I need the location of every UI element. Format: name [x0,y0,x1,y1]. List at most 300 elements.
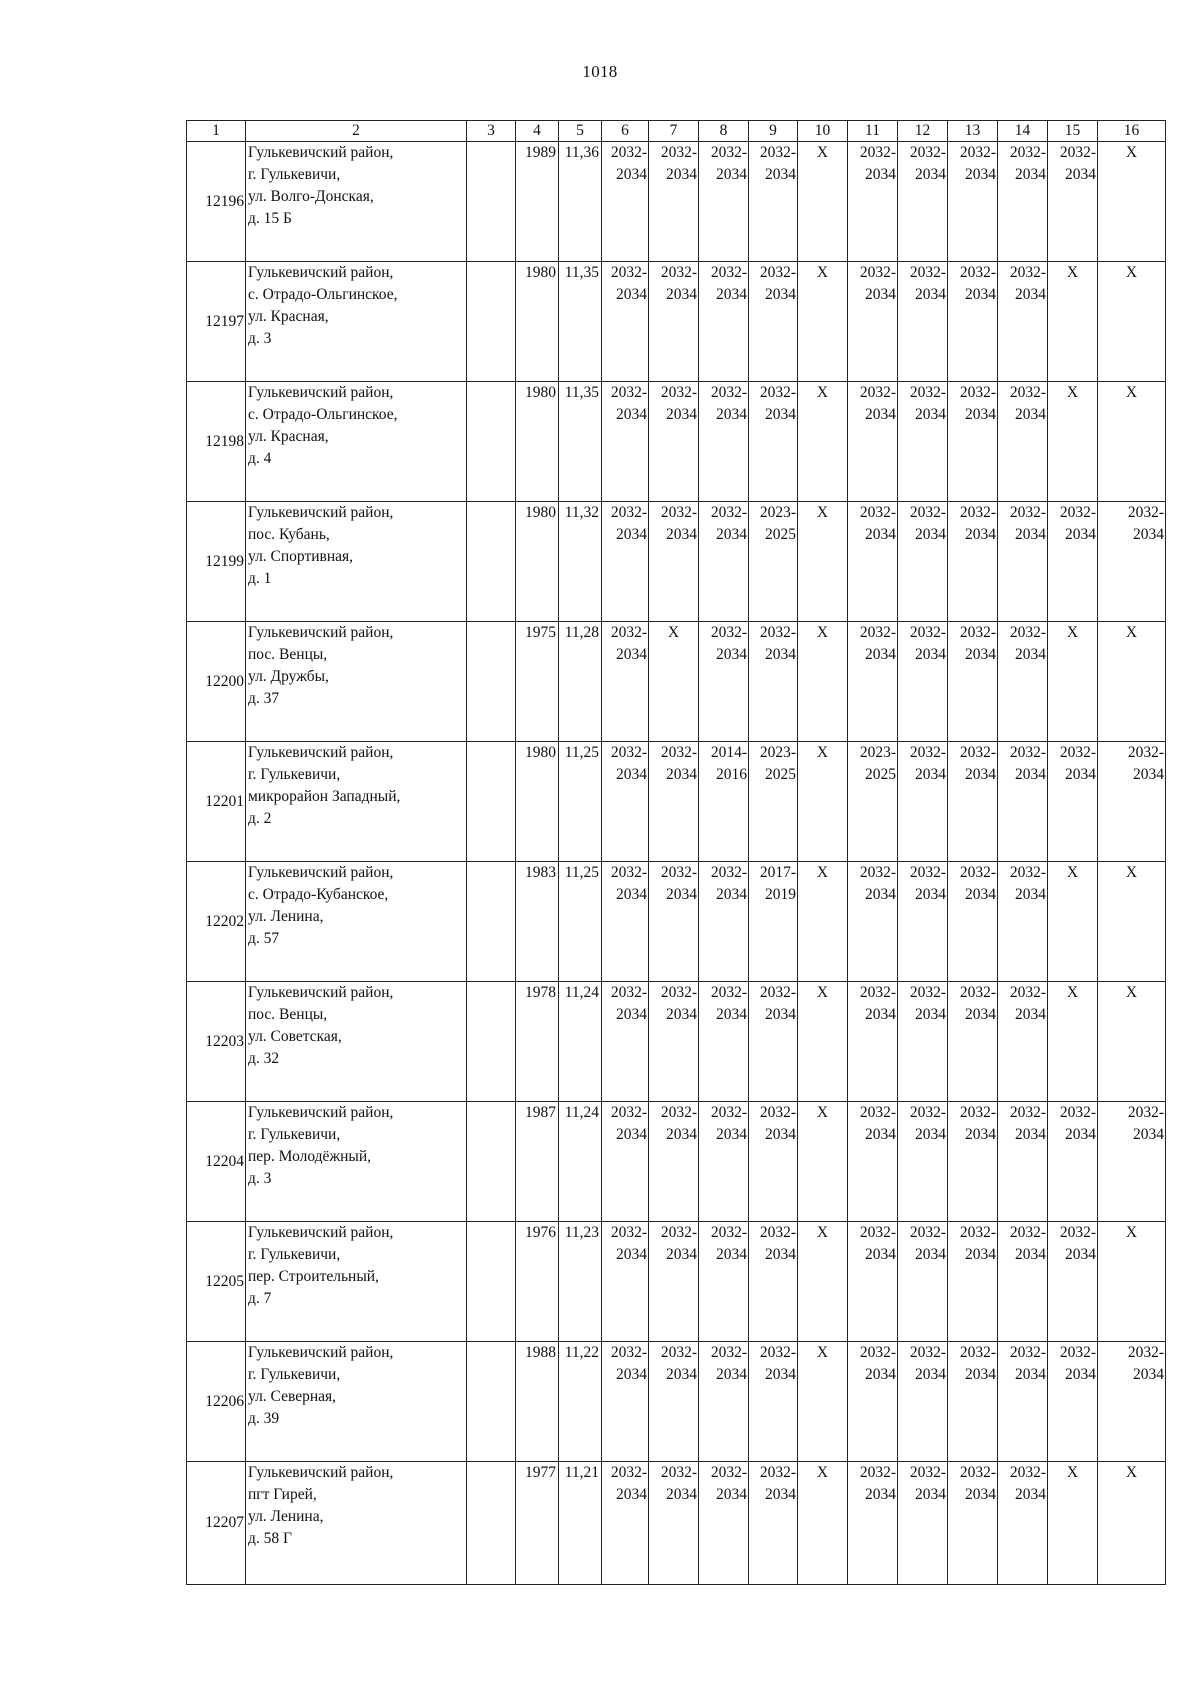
period-cell [898,142,948,262]
address-line: с. Отрадо-Ольгинское, [248,406,398,423]
period-line: 2032- [1009,504,1046,521]
period-cell [749,622,798,742]
address-line: пос. Кубань, [248,526,330,543]
period-line: 2032- [859,864,896,881]
row-number-cell: 12199 [187,502,246,622]
address-line: пгт Гирей, [248,1486,317,1503]
address-line: г. Гулькевичи, [248,1246,341,1263]
x-mark-cell: X [649,622,699,742]
period-line: 2032- [759,624,796,641]
period-line: 2032- [1059,1224,1096,1241]
period-cell [649,1102,699,1222]
period-cell [649,262,699,382]
period-cell [699,862,749,982]
x-mark-cell: X [1048,982,1098,1102]
period-line: 2034 [1015,1006,1046,1023]
period-line: 2034 [915,1246,946,1263]
period-line: 2034 [1015,766,1046,783]
period-line: 2032- [859,1224,896,1241]
period-line: 2034 [716,1366,747,1383]
year-cell: 1989 [516,142,559,262]
period-line: 2034 [716,166,747,183]
period-line: 2032- [909,504,946,521]
period-line: 2032- [1009,264,1046,281]
period-line: 2032- [1127,744,1164,761]
x-mark-cell: X [798,142,848,262]
period-cell [998,742,1048,862]
period-line: 2032- [710,384,747,401]
period-line: 2034 [616,766,647,783]
value-cell: 11,21 [559,1462,602,1585]
period-line: 2034 [915,1006,946,1023]
period-line: 2032- [859,1344,896,1361]
period-cell [1048,742,1098,862]
column-header: 3 [467,121,516,142]
x-mark-cell: X [798,742,848,862]
period-line: 2034 [965,886,996,903]
period-line: 2034 [666,1246,697,1263]
value-cell: 11,25 [559,742,602,862]
period-cell [998,502,1048,622]
page-number: 1018 [582,62,618,81]
period-cell [602,622,649,742]
column-3-cell [467,382,516,502]
period-line: 2032- [1059,504,1096,521]
period-line: 2034 [765,166,796,183]
period-line: 2034 [915,526,946,543]
x-mark-cell: X [798,622,848,742]
period-line: 2025 [765,766,796,783]
row-number-cell: 12204 [187,1102,246,1222]
year-cell: 1987 [516,1102,559,1222]
period-cell [898,382,948,502]
period-cell [848,1342,898,1462]
period-line: 2034 [865,1246,896,1263]
column-header: 6 [602,121,649,142]
address-cell [246,502,467,622]
period-line: 2032- [1127,504,1164,521]
column-header: 4 [516,121,559,142]
period-line: 2032- [909,744,946,761]
period-cell [948,262,998,382]
period-line: 2034 [865,406,896,423]
period-cell [699,742,749,862]
period-line: 2034 [865,526,896,543]
period-line: 2034 [1015,1126,1046,1143]
period-line: 2032- [660,144,697,161]
period-line: 2032- [710,624,747,641]
address-line: г. Гулькевичи, [248,166,341,183]
address-line: ул. Волго-Донская, [248,188,374,205]
period-line: 2034 [765,646,796,663]
period-line: 2034 [616,1126,647,1143]
period-line: 2034 [616,1366,647,1383]
period-line: 2032- [1009,1104,1046,1121]
address-line: Гулькевичский район, [248,624,394,641]
period-line: 2032- [959,1344,996,1361]
period-line: 2034 [765,286,796,303]
value-cell: 11,35 [559,262,602,382]
period-line: 2032- [909,264,946,281]
column-3-cell [467,1342,516,1462]
column-3-cell [467,862,516,982]
period-line: 2032- [610,1344,647,1361]
table-row [187,382,1166,502]
period-line: 2034 [915,646,946,663]
period-cell [649,862,699,982]
address-line: ул. Спортивная, [248,548,354,565]
period-line: 2034 [616,1486,647,1503]
address-line: д. 32 [248,1050,280,1067]
period-line: 2032- [959,624,996,641]
period-cell [948,982,998,1102]
address-line: д. 7 [248,1290,272,1307]
period-cell [898,1342,948,1462]
period-line: 2023- [759,504,796,521]
period-line: 2032- [610,984,647,1001]
address-line: Гулькевичский район, [248,264,394,281]
address-cell [246,1462,467,1585]
row-number-cell: 12203 [187,982,246,1102]
period-line: 2032- [909,1464,946,1481]
address-line: д. 58 Г [248,1530,292,1547]
period-line: 2034 [1065,766,1096,783]
period-line: 2034 [616,166,647,183]
period-line: 2034 [616,286,647,303]
table-row [187,1462,1166,1585]
period-cell [898,622,948,742]
period-line: 2034 [1015,1486,1046,1503]
period-line: 2019 [765,886,796,903]
period-line: 2034 [915,766,946,783]
period-cell [602,1102,649,1222]
period-cell [1048,1342,1098,1462]
period-line: 2034 [666,886,697,903]
period-cell [699,1222,749,1342]
period-line: 2034 [1015,1246,1046,1263]
x-mark-cell: X [1098,982,1166,1102]
address-cell [246,622,467,742]
address-line: Гулькевичский район, [248,144,394,161]
period-line: 2034 [616,886,647,903]
table-row [187,622,1166,742]
table-row [187,862,1166,982]
period-line: 2034 [965,1486,996,1503]
address-line: д. 3 [248,330,272,347]
period-cell [998,1222,1048,1342]
period-line: 2034 [716,886,747,903]
period-line: 2032- [909,1344,946,1361]
address-line: пос. Венцы, [248,646,328,663]
period-line: 2032- [610,264,647,281]
column-header: 1 [187,121,246,142]
value-cell: 11,32 [559,502,602,622]
period-cell [898,742,948,862]
address-line: ул. Ленина, [248,908,324,925]
period-cell [602,262,649,382]
period-line: 2034 [1015,166,1046,183]
value-cell: 11,24 [559,982,602,1102]
period-line: 2034 [1133,526,1164,543]
period-line: 2032- [759,1224,796,1241]
period-line: 2034 [865,1486,896,1503]
period-line: 2032- [1009,624,1046,641]
period-line: 2032- [859,624,896,641]
period-cell [848,742,898,862]
period-line: 2032- [909,624,946,641]
period-line: 2034 [1015,646,1046,663]
period-line: 2032- [859,264,896,281]
address-line: микрорайон Западный, [248,788,401,805]
x-mark-cell: X [798,262,848,382]
year-cell: 1980 [516,382,559,502]
column-3-cell [467,502,516,622]
period-cell [749,382,798,502]
period-line: 2034 [1015,406,1046,423]
column-header: 9 [749,121,798,142]
period-line: 2032- [610,1104,647,1121]
x-mark-cell: X [1098,1462,1166,1585]
address-line: д. 57 [248,930,280,947]
address-line: ул. Красная, [248,428,329,445]
column-3-cell [467,742,516,862]
period-line: 2032- [610,1224,647,1241]
value-cell: 11,28 [559,622,602,742]
period-line: 2032- [710,1224,747,1241]
value-cell: 11,22 [559,1342,602,1462]
period-line: 2032- [660,504,697,521]
period-line: 2032- [909,384,946,401]
period-line: 2032- [1059,744,1096,761]
address-line: г. Гулькевичи, [248,1366,341,1383]
period-cell [749,142,798,262]
period-line: 2034 [616,1246,647,1263]
value-cell: 11,35 [559,382,602,502]
x-mark-cell: X [1098,382,1166,502]
address-line: с. Отрадо-Ольгинское, [248,286,398,303]
period-line: 2023- [759,744,796,761]
period-line: 2034 [616,646,647,663]
period-cell [948,382,998,502]
period-line: 2034 [1015,286,1046,303]
period-line: 2025 [865,766,896,783]
period-line: 2034 [1065,1366,1096,1383]
period-line: 2032- [610,744,647,761]
period-line: 2032- [959,144,996,161]
period-cell [998,982,1048,1102]
period-cell [649,142,699,262]
period-line: 2034 [1133,1126,1164,1143]
row-number-cell: 12197 [187,262,246,382]
period-line: 2032- [660,384,697,401]
period-line: 2034 [716,406,747,423]
period-cell [948,502,998,622]
period-cell [749,1102,798,1222]
x-mark-cell: X [1048,1462,1098,1585]
year-cell: 1978 [516,982,559,1102]
period-cell [848,862,898,982]
address-cell [246,382,467,502]
period-line: 2034 [915,286,946,303]
period-cell [1048,502,1098,622]
period-cell [1048,1222,1098,1342]
period-cell [998,142,1048,262]
x-mark-cell: X [1098,262,1166,382]
address-line: д. 37 [248,690,280,707]
period-line: 2032- [710,984,747,1001]
period-line: 2032- [660,1344,697,1361]
period-cell [749,502,798,622]
address-cell [246,1222,467,1342]
column-header: 8 [699,121,749,142]
period-line: 2032- [959,984,996,1001]
period-line: 2034 [1133,766,1164,783]
period-cell [998,382,1048,502]
period-line: 2034 [1065,1126,1096,1143]
x-mark-cell: X [798,982,848,1102]
period-line: 2032- [959,1464,996,1481]
period-cell [649,382,699,502]
period-line: 2034 [1015,526,1046,543]
period-cell [848,382,898,502]
period-line: 2032- [859,504,896,521]
period-line: 2032- [610,144,647,161]
column-3-cell [467,1462,516,1585]
period-line: 2014- [710,744,747,761]
period-cell [948,1462,998,1585]
period-cell [998,1342,1048,1462]
address-line: д. 2 [248,810,272,827]
address-line: Гулькевичский район, [248,1224,394,1241]
period-cell [998,622,1048,742]
period-line: 2032- [660,744,697,761]
period-line: 2032- [1009,984,1046,1001]
period-line: 2032- [710,1344,747,1361]
period-line: 2034 [1065,526,1096,543]
period-line: 2034 [865,886,896,903]
period-cell [898,1222,948,1342]
period-cell [998,1102,1048,1222]
address-line: пер. Строительный, [248,1268,379,1285]
period-line: 2032- [959,384,996,401]
column-3-cell [467,1222,516,1342]
period-line: 2032- [1009,1224,1046,1241]
period-cell [848,1462,898,1585]
address-cell [246,262,467,382]
value-cell: 11,25 [559,862,602,982]
x-mark-cell: X [1048,862,1098,982]
period-line: 2034 [915,1366,946,1383]
period-line: 2034 [865,646,896,663]
address-line: с. Отрадо-Кубанское, [248,886,389,903]
x-mark-cell: X [1098,142,1166,262]
period-cell [898,862,948,982]
period-cell [602,1342,649,1462]
period-cell [699,1342,749,1462]
period-line: 2032- [610,1464,647,1481]
period-line: 2032- [710,1104,747,1121]
table-row [187,502,1166,622]
period-cell [948,622,998,742]
address-line: Гулькевичский район, [248,1344,394,1361]
address-line: ул. Советская, [248,1028,342,1045]
period-line: 2032- [1127,1104,1164,1121]
period-line: 2034 [666,1486,697,1503]
x-mark-cell: X [1098,862,1166,982]
period-line: 2032- [1009,1464,1046,1481]
period-line: 2034 [965,526,996,543]
period-line: 2034 [915,886,946,903]
period-cell [898,262,948,382]
period-line: 2034 [716,1126,747,1143]
period-cell [948,1222,998,1342]
x-mark-cell: X [1048,622,1098,742]
period-line: 2034 [666,166,697,183]
address-line: Гулькевичский район, [248,384,394,401]
period-line: 2034 [666,1126,697,1143]
address-line: ул. Красная, [248,308,329,325]
period-line: 2032- [1009,864,1046,881]
year-cell: 1976 [516,1222,559,1342]
period-line: 2034 [915,166,946,183]
address-line: Гулькевичский район, [248,744,394,761]
period-line: 2034 [765,406,796,423]
period-cell [699,382,749,502]
year-cell: 1980 [516,262,559,382]
period-line: 2034 [965,286,996,303]
period-line: 2034 [616,526,647,543]
column-3-cell [467,1102,516,1222]
x-mark-cell: X [798,1462,848,1585]
period-cell [998,262,1048,382]
period-cell [1098,502,1166,622]
period-line: 2032- [1009,744,1046,761]
period-line: 2032- [1009,384,1046,401]
period-line: 2032- [909,1224,946,1241]
register-table [186,120,1166,1585]
column-3-cell [467,982,516,1102]
period-cell [749,742,798,862]
period-line: 2032- [1059,1104,1096,1121]
address-line: д. 39 [248,1410,280,1427]
period-cell [699,142,749,262]
row-number-cell: 12196 [187,142,246,262]
x-mark-cell: X [1098,1222,1166,1342]
period-cell [649,1462,699,1585]
column-header: 12 [898,121,948,142]
period-line: 2034 [1015,886,1046,903]
column-header: 5 [559,121,602,142]
period-cell [848,142,898,262]
period-cell [699,262,749,382]
table-row [187,262,1166,382]
value-cell: 11,23 [559,1222,602,1342]
year-cell: 1977 [516,1462,559,1585]
period-line: 2017- [759,864,796,881]
period-line: 2032- [959,744,996,761]
period-line: 2032- [610,624,647,641]
table-row [187,742,1166,862]
period-line: 2032- [1009,1344,1046,1361]
period-cell [1098,742,1166,862]
period-line: 2032- [859,984,896,1001]
period-cell [749,1222,798,1342]
table-row [187,1102,1166,1222]
period-line: 2034 [865,1006,896,1023]
period-line: 2034 [716,1246,747,1263]
period-cell [948,742,998,862]
period-line: 2034 [965,646,996,663]
